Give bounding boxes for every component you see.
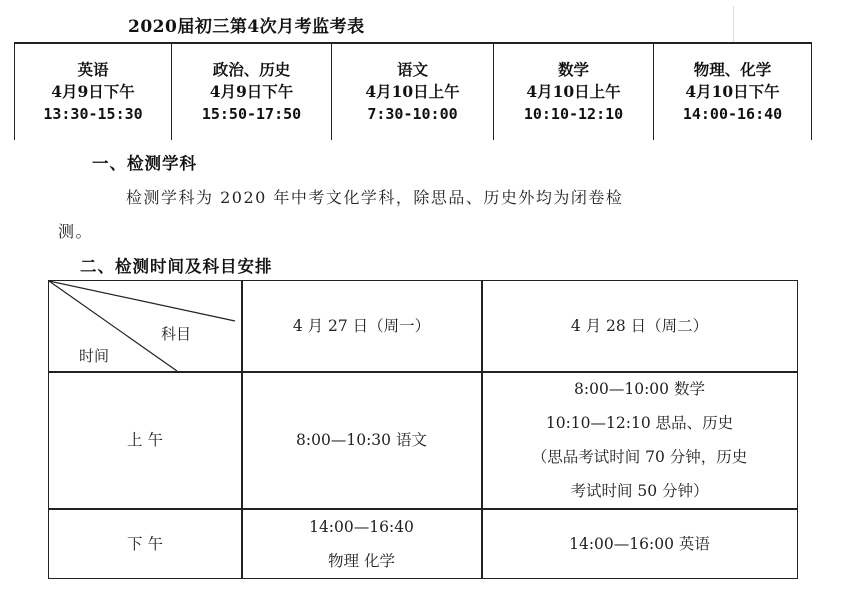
exam-cell-physics-chemistry — [654, 44, 812, 140]
schedule-entry: 14:00—16:00 英语 — [569, 534, 710, 553]
row-label-text: 上 午 — [127, 431, 163, 449]
document-title: 2020届初三第4次月考监考表 — [128, 17, 365, 37]
exam-subject: 物理、化学 — [693, 60, 772, 79]
exam-monitor-table — [14, 42, 812, 142]
exam-subject: 数学 — [557, 60, 589, 79]
schedule-cell — [482, 372, 797, 508]
schedule-cell — [242, 372, 481, 508]
exam-subject: 英语 — [77, 60, 109, 79]
date-header-tuesday — [482, 281, 797, 371]
exam-cell-chinese — [332, 44, 494, 140]
schedule-entry: 考试时间 50 分钟） — [570, 482, 709, 500]
exam-cell-english — [14, 44, 172, 140]
exam-time: 10:10-12:10 — [523, 105, 624, 123]
exam-time: 15:50-17:50 — [201, 105, 302, 123]
corner-time-label: 时间 — [79, 347, 110, 365]
exam-time: 14:00-16:40 — [682, 105, 783, 123]
paragraph-line: 测。 — [58, 222, 94, 241]
row-label-morning — [49, 372, 241, 508]
schedule-entry: 物理 化学 — [328, 551, 395, 570]
schedule-cell — [242, 509, 481, 578]
row-label-text: 下 午 — [127, 534, 163, 553]
exam-date: 4月10日上午 — [365, 82, 460, 101]
schedule-entry: 14:00—16:40 — [309, 517, 414, 536]
schedule-entry: 8:00—10:30 语文 — [296, 431, 427, 449]
divider — [733, 6, 734, 42]
exam-time: 13:30-15:30 — [43, 105, 143, 123]
exam-date: 4月9日下午 — [51, 82, 135, 101]
corner-subject-label: 科目 — [161, 325, 192, 343]
date-header-monday — [242, 281, 481, 371]
schedule-entry: 10:10—12:10 思品、历史 — [545, 414, 734, 432]
exam-cell-math — [494, 44, 654, 140]
exam-date: 4月10日上午 — [526, 82, 621, 101]
exam-time: 7:30-10:00 — [367, 105, 458, 123]
exam-date: 4月10日下午 — [685, 82, 780, 101]
exam-cell-politics-history — [172, 44, 332, 140]
schedule-entry: 8:00—10:00 数学 — [574, 380, 705, 398]
exam-date: 4月9日下午 — [209, 82, 294, 101]
row-label-afternoon — [49, 509, 241, 578]
exam-subject: 政治、历史 — [212, 60, 291, 79]
schedule-cell — [482, 509, 797, 578]
section-heading: 一、检测学科 — [92, 154, 197, 173]
schedule-entry: （思品考试时间 70 分钟，历史 — [531, 448, 748, 466]
date-header-text: 4 月 27 日（周一） — [292, 317, 431, 335]
schedule-table — [48, 280, 798, 579]
paragraph-line: 检测学科为 2020 年中考文化学科，除思品、历史外均为闭卷检 — [126, 188, 624, 207]
section-heading: 二、检测时间及科目安排 — [80, 257, 273, 276]
diagonal-header-lines — [49, 281, 242, 372]
date-header-text: 4 月 28 日（周二） — [570, 317, 709, 335]
exam-subject: 语文 — [396, 60, 428, 79]
